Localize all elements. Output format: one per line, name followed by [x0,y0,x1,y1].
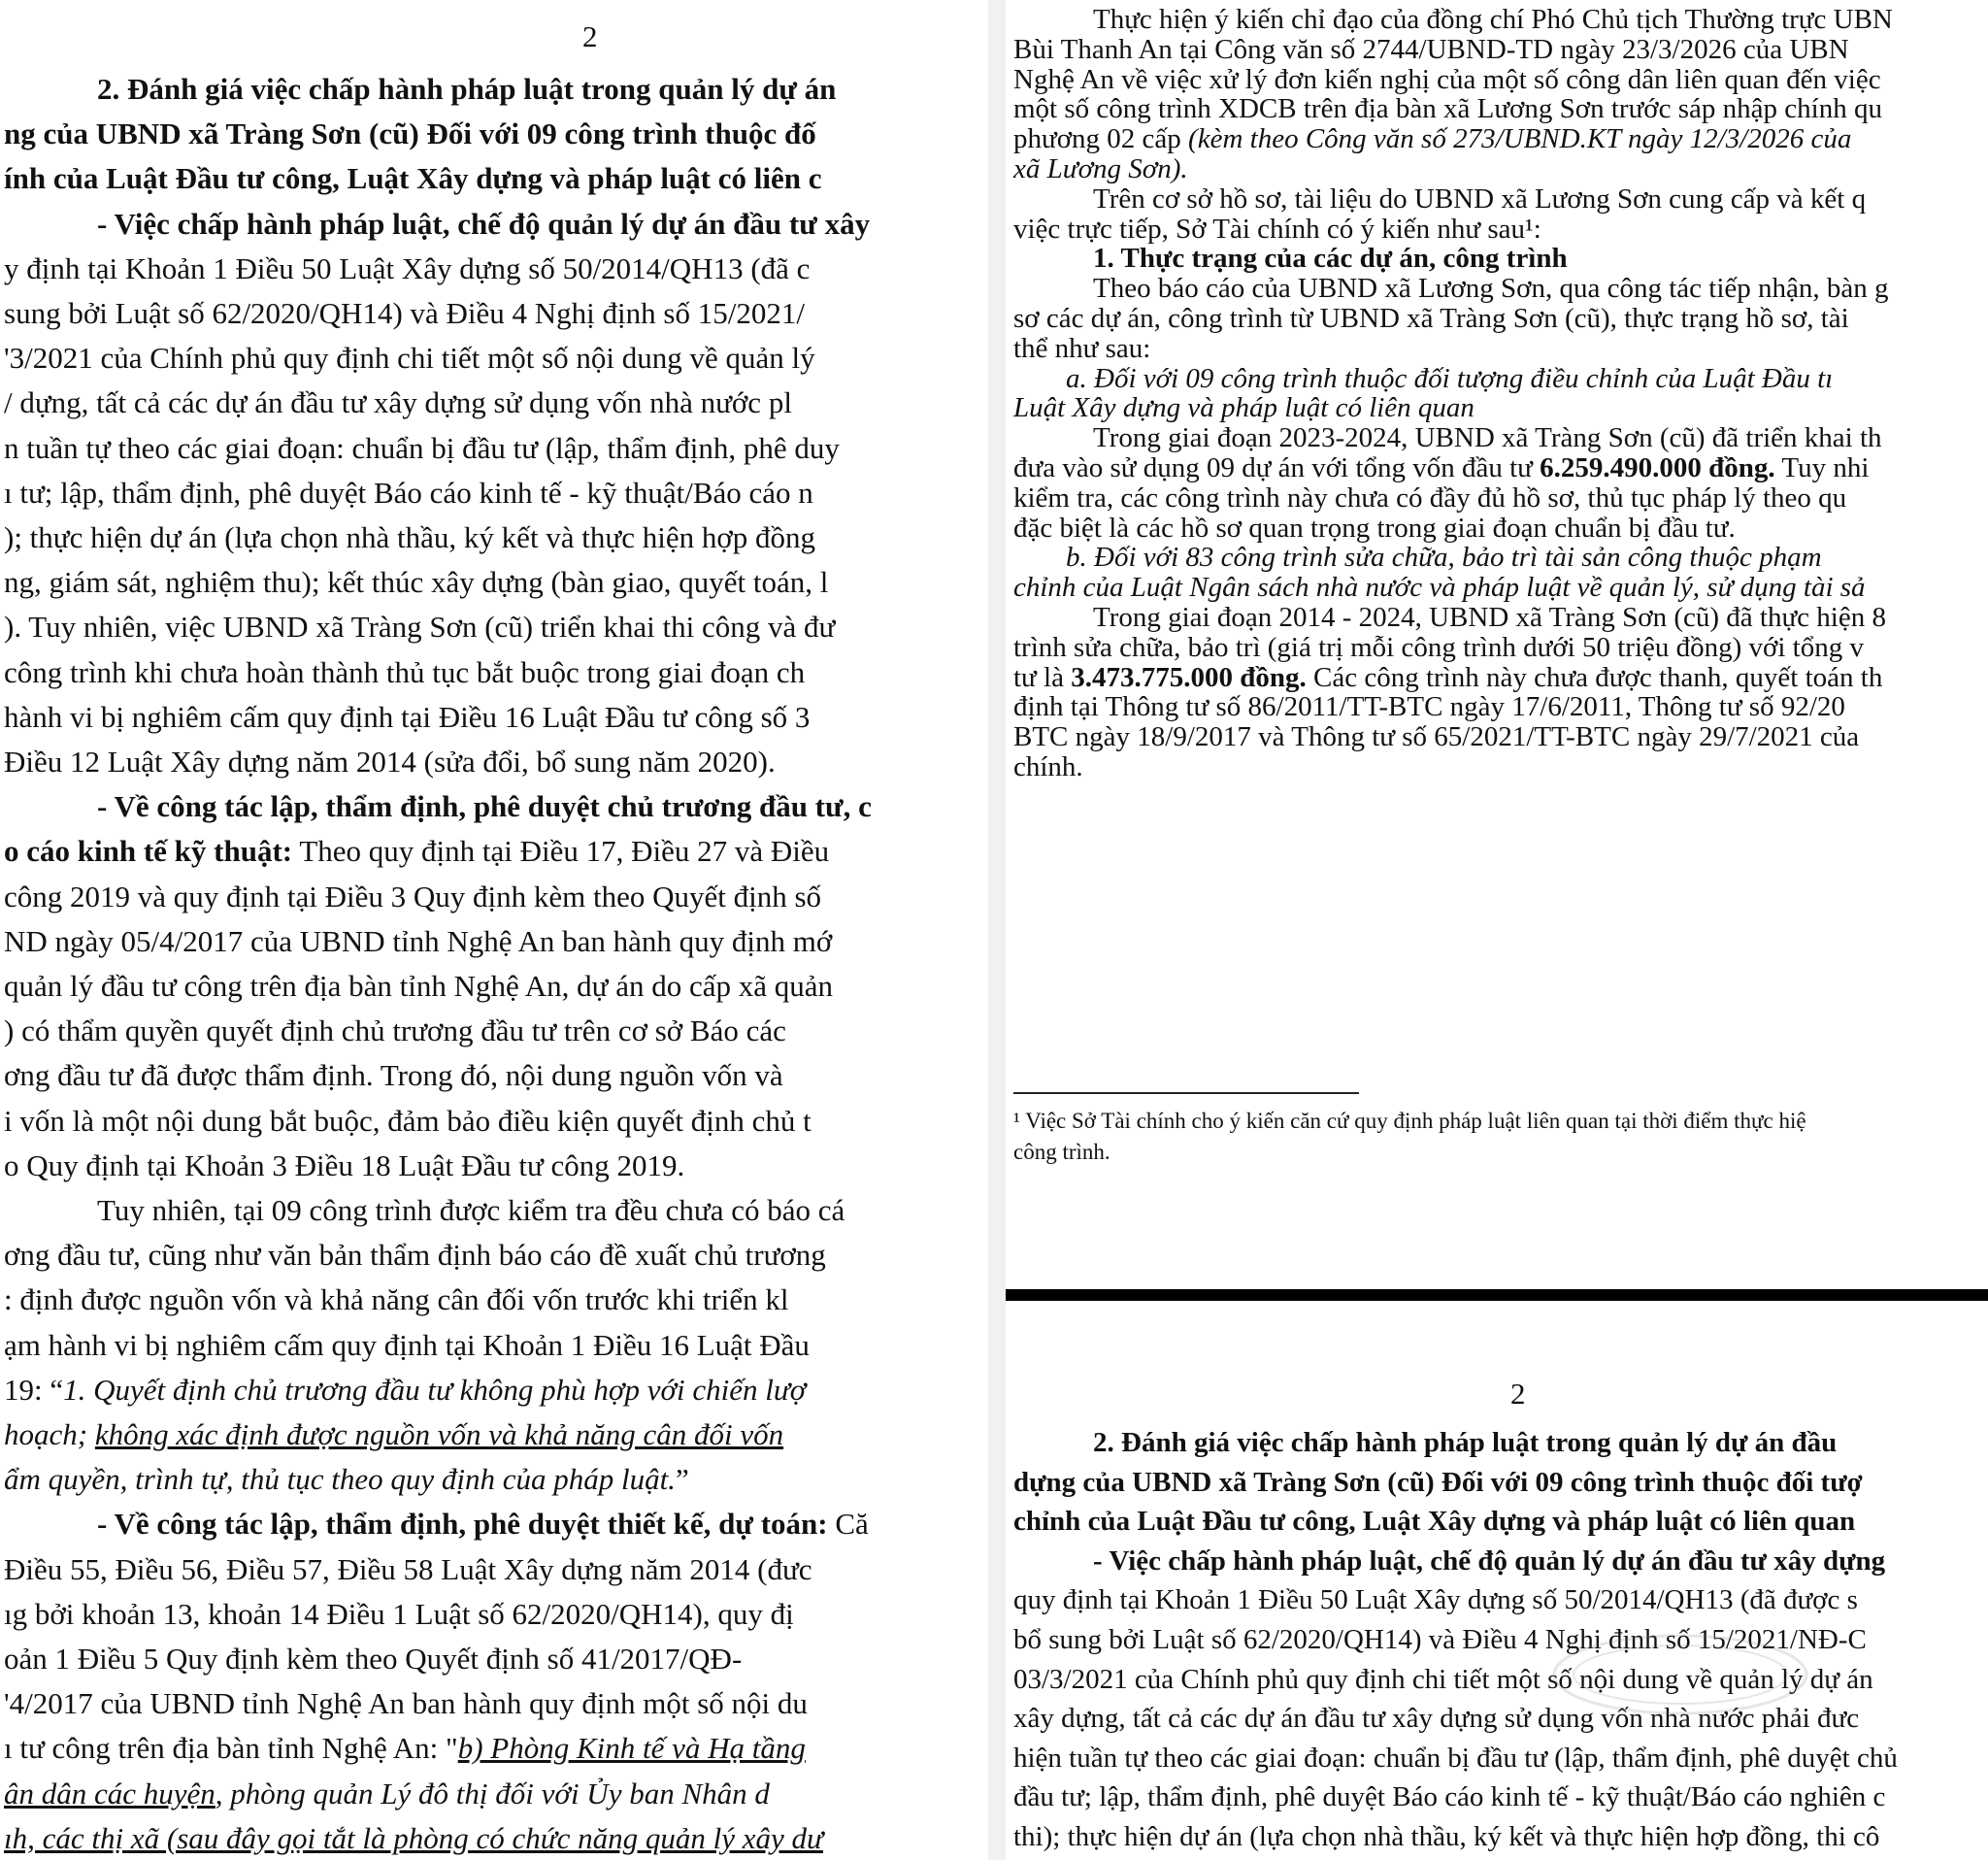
text-run: : định được nguồn vốn và khả năng cân đối vốn trước khi triển kl [4,1282,789,1317]
text-line [97,1505,869,1544]
text-line [4,1326,810,1365]
footnote-line: công trình. [1013,1140,1110,1164]
text-line [4,518,815,557]
text-line [1013,1502,1855,1541]
text-run: - Về công tác lập, thẩm định, phê duyệt chủ trương đầu tư, c [97,789,872,824]
text-run: oản 1 Điều 5 Quy định kèm theo Quyết định số 41/2017/QĐ- [4,1642,743,1676]
text-line [4,1595,794,1634]
text-line [97,205,870,244]
text-run: công trình khi chưa hoàn thành thủ tục bắt buộc trong giai đoạn ch [4,654,806,689]
text-run: Că [827,1507,869,1542]
text-line [1013,1817,1879,1856]
page-divider [1006,1289,1988,1301]
text-run: y định tại Khoản 1 Điều 50 Luật Xây dựng số 50/2014/QH13 (đã c [4,250,811,285]
right-document-page [1006,0,1988,1860]
text-line [4,967,833,1006]
text-line [4,1280,789,1319]
text-run: thể như sau: [1013,332,1151,364]
text-run: o cáo kinh tế kỹ thuật: [4,834,293,869]
text-run: - Về công tác lập, thẩm định, phê duyệt thiết kế, dự toán: [97,1507,828,1542]
text-run: b) Phòng Kinh tế và Hạ tầng [457,1731,806,1766]
panel-gap [988,0,1006,1860]
text-run: ính của Luật Đầu tư công, Luật Xây dựng và pháp luật có liên c [4,161,822,196]
text-run: ạm hành vi bị nghiêm cấm quy định tại Khoản 1 Điều 16 Luật Đầu [4,1327,810,1362]
text-run: ẩm quyền, trình tự, thủ tục theo quy định của pháp luật. [4,1462,676,1497]
text-line [4,339,815,378]
text-line [1013,1580,1858,1619]
text-line [4,1056,783,1095]
text-line [4,743,776,781]
text-run: ıh, các thị xã (sau đây gọi tắt là phòng có chức năng quản lý xây dư [4,1820,823,1855]
text-run: ng, giám sát, nghiệm thu); kết thúc xây dựng (bàn giao, quyết toán, l [4,565,829,600]
text-run: - Việc chấp hành pháp luật, chế độ quản lý dự án đầu tư xây dựng [1093,1544,1886,1577]
text-run: xã Lương Sơn). [1013,153,1188,184]
text-line [4,1460,689,1499]
text-line [4,1640,742,1678]
text-run: Nghệ An về việc xử lý đơn kiến nghị của một số công dân liên quan đến việc [1013,63,1881,95]
text-run: 1. Quyết định chủ trương đầu tư không phù hợp với chiến lượ [63,1372,807,1407]
text-line [1013,1739,1898,1777]
text-line [4,383,792,422]
text-run: ); thực hiện dự án (lựa chọn nhà thầu, ký kết và thực hiện hợp đồng [4,520,816,554]
text-run: trình sửa chữa, bảo trì (giá trị mỗi công trình dưới 50 triệu đồng) với tổng v [1013,631,1864,663]
text-line [4,249,810,288]
text-line [4,1146,684,1185]
text-run: đặc biệt là các hồ sơ quan trọng trong giai đoạn chuẩn bị đầu tư. [1013,512,1736,544]
text-line [4,563,828,602]
text-run: 2. Đánh giá việc chấp hành pháp luật trong quản lý dự án [97,72,837,106]
text-run: '4/2017 của UBND tỉnh Nghệ An ban hành quy định một số nội du [4,1686,808,1721]
text-run: Bùi Thanh An tại Công văn số 2744/UBND-TD ngày 23/3/2026 của UBN [1013,33,1849,65]
text-line [4,1012,786,1050]
text-run: 1. Thực trạng của các dự án, công trình [1093,243,1568,275]
text-run: ). Tuy nhiên, việc UBND xã Tràng Sơn (cũ) triển khai thi công và đư [4,610,836,645]
text-run: Tuy nhiên, tại 09 công trình được kiểm tra đều chưa có báo cá [97,1193,845,1227]
text-run: 3.473.775.000 đồng. [1071,661,1307,693]
text-run: thi); thực hiện dự án (lựa chọn nhà thầu, ký kết và thực hiện hợp đồng, thi cô [1013,1821,1880,1852]
page-number: 2 [1510,1377,1526,1411]
text-run: - Việc chấp hành pháp luật, chế độ quản lý dự án đầu tư xây [97,206,871,241]
text-line [1013,1463,1863,1502]
text-run: / dựng, tất cả các dự án đầu tư xây dựng sử dụng vốn nhà nước pl [4,385,792,420]
text-line [1013,717,1859,756]
text-line [1093,1542,1885,1580]
left-document-page [0,0,988,1860]
text-run: quản lý đầu tư công trên địa bàn tỉnh Nghệ An, dự án do cấp xã quản [4,969,834,1003]
text-run: ) có thẩm quyền quyết định chủ trương đầu tư trên cơ sở Báo các [4,1013,786,1048]
text-line [1093,1423,1837,1462]
text-run: hiện tuần tự theo các giai đoạn: chuẩn bị đầu tư (lập, thẩm định, phê duyệt chủ [1013,1742,1898,1774]
text-line [1013,1777,1885,1816]
text-run: BTC ngày 18/9/2017 và Thông tư số 65/2021/TT-BTC ngày 29/7/2021 của [1013,721,1860,753]
text-line [4,922,832,961]
text-run: 6.259.490.000 đồng. [1540,452,1775,483]
text-run: Tuy nhi [1774,452,1870,483]
text-line [97,70,836,109]
text-run: hành vi bị nghiêm cấm quy định tại Điều 16 Luật Đầu tư công số 3 [4,699,811,734]
text-run: ı tư; lập, thẩm định, phê duyệt Báo cáo kinh tế - kỹ thuật/Báo cáo n [4,475,813,510]
text-line [1013,747,1083,786]
text-line [97,787,872,826]
text-run: Các công trình này chưa được thanh, quyết toán th [1306,661,1883,693]
text-line [4,474,813,513]
text-run: tư là [1013,661,1072,693]
text-run: Trong giai đoạn 2014 - 2024, UBND xã Tràng Sơn (cũ) đã thực hiện 8 [1093,602,1886,633]
text-run: phương 02 cấp [1013,123,1189,155]
text-line [4,608,835,647]
text-run: Theo báo cáo của UBND xã Lương Sơn, qua công tác tiếp nhận, bàn g [1093,273,1889,305]
text-line [4,159,822,198]
text-run: Luật Xây dựng và pháp luật có liên quan [1013,392,1474,424]
text-line [4,115,816,153]
page-number: 2 [582,19,598,53]
text-run: chính. [1013,751,1083,782]
text-run: bổ sung bởi Luật số 62/2020/QH14) và Điều 4 Nghị định số 15/2021/NĐ-C [1013,1624,1867,1655]
text-run: Điều 12 Luật Xây dựng năm 2014 (sửa đổi, bổ sung năm 2020). [4,745,776,779]
text-run: kiểm tra, các công trình này chưa có đầy đủ hồ sơ, thủ tục pháp lý theo qu [1013,482,1847,514]
text-run: việc trực tiếp, Sở Tài chính có ý kiến như sau¹: [1013,213,1541,245]
text-run: 03/3/2021 của Chính phủ quy định chi tiết một số nội dung về quản lý dự án [1013,1663,1873,1695]
text-line [4,878,821,916]
text-line [4,294,805,333]
text-run: sơ các dự án, công trình từ UBND xã Tràng Sơn (cũ), thực trạng hồ sơ, tài [1013,303,1849,334]
footnote-separator [1013,1092,1359,1094]
text-run: n tuần tự theo các giai đoạn: chuẩn bị đầu tư (lập, thẩm định, phê duy [4,430,840,465]
text-run: dựng của UBND xã Tràng Sơn (cũ) Đối với 09 công trình thuộc đối tượ [1013,1466,1863,1498]
text-line [4,1415,783,1454]
text-line [4,1684,808,1723]
text-run: định tại Thông tư số 86/2011/TT-BTC ngày 17/6/2011, Thông tư số 92/20 [1013,691,1845,723]
text-line [4,1550,812,1589]
text-run: xây dựng, tất cả các dự án đầu tư xây dựng sử dụng vốn nhà nước phải đưc [1013,1703,1860,1735]
text-run: ı tư công trên địa bàn tỉnh Nghệ An: " [4,1731,458,1766]
text-run: '3/2021 của Chính phủ quy định chi tiết một số nội dung về quản lý [4,341,815,376]
text-run: Thực hiện ý kiến chỉ đạo của đồng chí Phó Chủ tịch Thường trực UBN [1093,4,1893,35]
text-line [4,698,810,737]
text-run: 19: “ [4,1372,64,1407]
text-run: sung bởi Luật số 62/2020/QH14) và Điều 4 Nghị định số 15/2021/ [4,296,805,330]
text-line [97,1191,845,1230]
text-run: 2. Đánh giá việc chấp hành pháp luật trong quản lý dự án đầu [1093,1427,1838,1458]
text-line [4,1371,806,1410]
text-line [4,653,805,692]
text-run: đưa vào sử dụng 09 dự án với tổng vốn đầu tư [1013,452,1541,483]
text-run: đầu tư; lập, thẩm định, phê duyệt Báo cáo kinh tế - kỹ thuật/Báo cáo nghiên c [1013,1781,1886,1813]
text-line [4,429,840,468]
text-line [4,1775,770,1813]
text-line [4,1102,812,1141]
text-run: Điều 55, Điều 56, Điều 57, Điều 58 Luật Xây dựng năm 2014 (đưc [4,1551,812,1586]
text-run: ” [675,1462,689,1497]
text-run: ND ngày 05/4/2017 của UBND tỉnh Nghệ An ban hành quy định mớ [4,923,833,958]
text-run: ân dân các huyện [4,1776,215,1810]
text-run: hoạch; [4,1417,95,1451]
text-run: chỉnh của Luật Đầu tư công, Luật Xây dựng và pháp luật có liên quan [1013,1506,1856,1538]
text-run: quy định tại Khoản 1 Điều 50 Luật Xây dựng số 50/2014/QH13 (đã được s [1013,1584,1858,1616]
text-run: ơng đầu tư đã được thẩm định. Trong đó, nội dung nguồn vốn và [4,1058,783,1093]
text-run: (kèm theo Công văn số 273/UBND.KT ngày 12/3/2026 của [1188,123,1852,155]
text-run: , phòng quản Lý đô thị đối với Ủy ban Nhân d [215,1776,770,1810]
text-run: o Quy định tại Khoản 3 Điều 18 Luật Đầu tư công 2019. [4,1147,685,1182]
text-run: ng của UBND xã Tràng Sơn (cũ) Đối với 09 công trình thuộc đố [4,116,816,151]
text-run: Theo quy định tại Điều 17, Điều 27 và Điều [292,834,830,869]
footnote-line: ¹ Việc Sở Tài chính cho ý kiến căn cứ quy định pháp luật liên quan tại thời điểm thực hiệ [1013,1109,1806,1133]
text-run: không xác định được nguồn vốn và khả năng cân đối vốn [94,1417,784,1451]
text-run: a. Đối với 09 công trình thuộc đối tượng điều chỉnh của Luật Đầu tı [1066,362,1834,394]
text-run: một số công trình XDCB trên địa bàn xã Lương Sơn trước sáp nhập chính qu [1013,93,1882,125]
text-line [4,1729,806,1768]
text-run: i vốn là một nội dung bắt buộc, đảm bảo điều kiện quyết định chủ t [4,1103,812,1138]
text-run: b. Đối với 83 công trình sửa chữa, bảo trì tài sản công thuộc phạm [1066,542,1822,574]
text-run: công 2019 và quy định tại Điều 3 Quy định kèm theo Quyết định số [4,879,822,913]
text-line [4,1819,823,1858]
text-line [4,832,829,871]
text-line [4,1236,826,1275]
text-run: Trong giai đoạn 2023-2024, UBND xã Tràng Sơn (cũ) đã triển khai th [1093,422,1882,454]
text-run: chỉnh của Luật Ngân sách nhà nước và pháp luật về quản lý, sử dụng tài sả [1013,572,1866,604]
text-run: ơng đầu tư, cũng như văn bản thẩm định báo cáo đề xuất chủ trương [4,1238,826,1273]
text-run: Trên cơ sở hồ sơ, tài liệu do UBND xã Lương Sơn cung cấp và kết q [1093,183,1867,215]
watermark-stamp [1549,1631,1811,1718]
text-run: ıg bởi khoản 13, khoản 14 Điều 1 Luật số 62/2020/QH14), quy đị [4,1596,794,1631]
